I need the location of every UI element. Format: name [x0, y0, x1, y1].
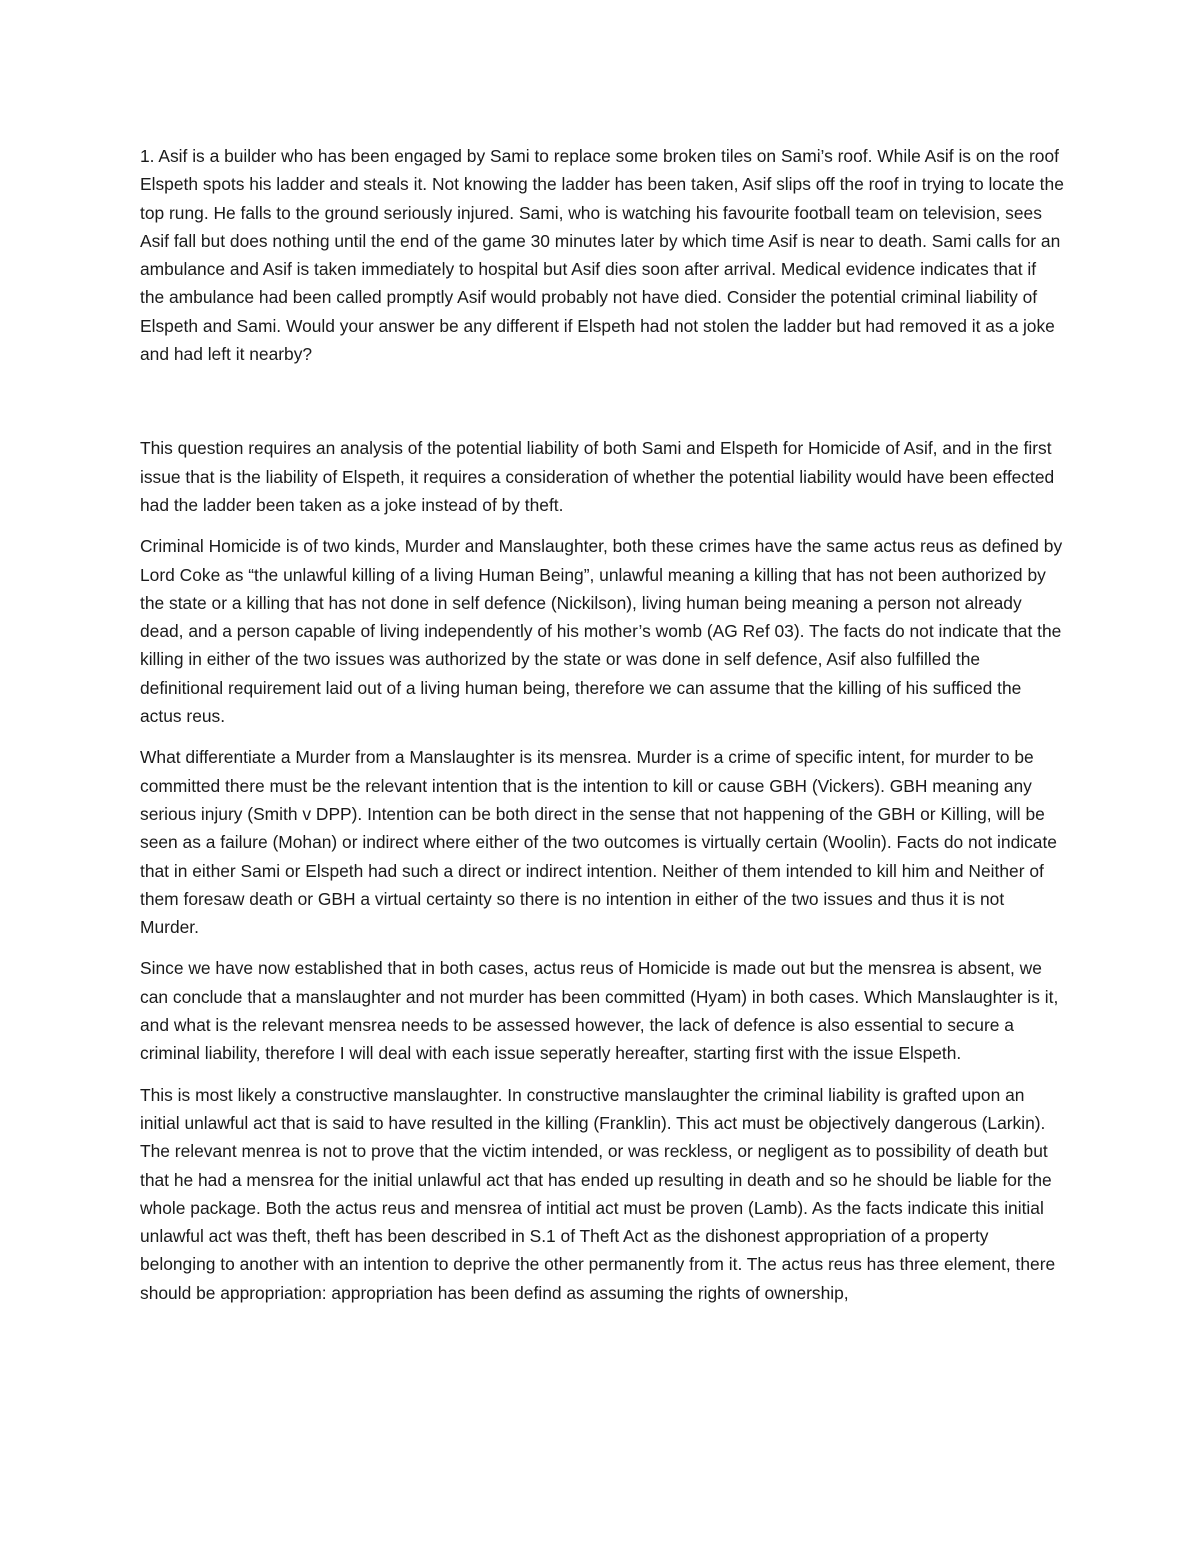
manslaughter-paragraph: Since we have now established that in both cases, actus reus of Homicide is made out but the mensrea is absent, we can conclude that a manslaughter and not murder has been committed (Hyam) in both cases. Which Manslaughter is it, and what is the relevant mensrea needs to be assessed however, the lack of defence is also essential to secure a criminal liability, therefore I will deal with each issue seperatly hereafter, starting first with the issue Elspeth. [140, 958, 1059, 1064]
question-paragraph: 1. Asif is a builder who has been engaged by Sami to replace some broken tiles on Sami’s roof. While Asif is on the roof Elspeth spots his ladder and steals it. Not knowing the ladder has been taken, Asif slips off the roof in trying to locate the top rung. He falls to the ground seriously injured. Sami, who is watching his favourite football team on television, sees Asif fall but does nothing until the end of the game 30 minutes later by which time Asif is near to death. Sami calls for an ambulance and Asif is taken immediately to hospital but Asif dies soon after arrival. Medical evidence indicates that if the ambulance had been called promptly Asif would probably not have died. Consider the potential criminal liability of Elspeth and Sami. Would your answer be any different if Elspeth had not stolen the ladder but had removed it as a joke and had left it nearby? [140, 146, 1064, 365]
homicide-paragraph: Criminal Homicide is of two kinds, Murder and Manslaughter, both these crimes have the same actus reus as defined by Lord Coke as “the unlawful killing of a living Human Being”, unlawful meaning a killing that has not been authorized by the state or a killing that has not done in self defence (Nickilson), living human being meaning a person not already dead, and a person capable of living independently of his mother’s womb (AG Ref 03). The facts do not indicate that the killing in either of the two issues was authorized by the state or was done in self defence, Asif also fulfilled the definitional requirement laid out of a living human being, therefore we can assume that the killing of his sufficed the actus reus. [140, 536, 1063, 727]
intro-paragraph: This question requires an analysis of the potential liability of both Sami and Elspeth for Homicide of Asif, and in the first issue that is the liability of Elspeth, it requires a consideration of whether the potential liability would have been effected had the ladder been taken as a joke instead of by theft. [140, 438, 1055, 515]
constructive-manslaughter-paragraph: This is most likely a constructive manslaughter. In constructive manslaughter the criminal liability is grafted upon an initial unlawful act that is said to have resulted in the killing (Franklin). This act must be objectively dangerous (Larkin). The relevant menrea is not to prove that the victim intended, or was reckless, or negligent as to possibility of death but that he had a mensrea for the initial unlawful act that has ended up resulting in death and so he should be liable for the whole package. Both the actus reus and mensrea of intitial act must be proven (Lamb). As the facts indicate this initial unlawful act was theft, theft has been described in S.1 of Theft Act as the dishonest appropriation of a property belonging to another with an intention to deprive the other permanently from it. The actus reus has three element, there should be appropriation: appropriation has been defind as assuming the rights of ownership, [140, 1084, 1056, 1303]
document-page [140, 142, 1065, 1320]
mensrea-paragraph: What differentiate a Murder from a Manslaughter is its mensrea. Murder is a crime of specific intent, for murder to be committed there must be the relevant intention that is the intention to kill or cause GBH (Vickers). GBH meaning any serious injury (Smith v DPP). Intention can be both direct in the sense that not happening of the GBH or Killing, will be seen as a failure (Mohan) or indirect where either of the two outcomes is virtually certain (Woolin). Facts do not indicate that in either Sami or Elspeth had such a direct or indirect intention. Neither of them intended to kill him and Neither of them foresaw death or GBH a virtual certainty so there is no intention in either of the two issues and thus it is not Murder. [140, 747, 1057, 938]
